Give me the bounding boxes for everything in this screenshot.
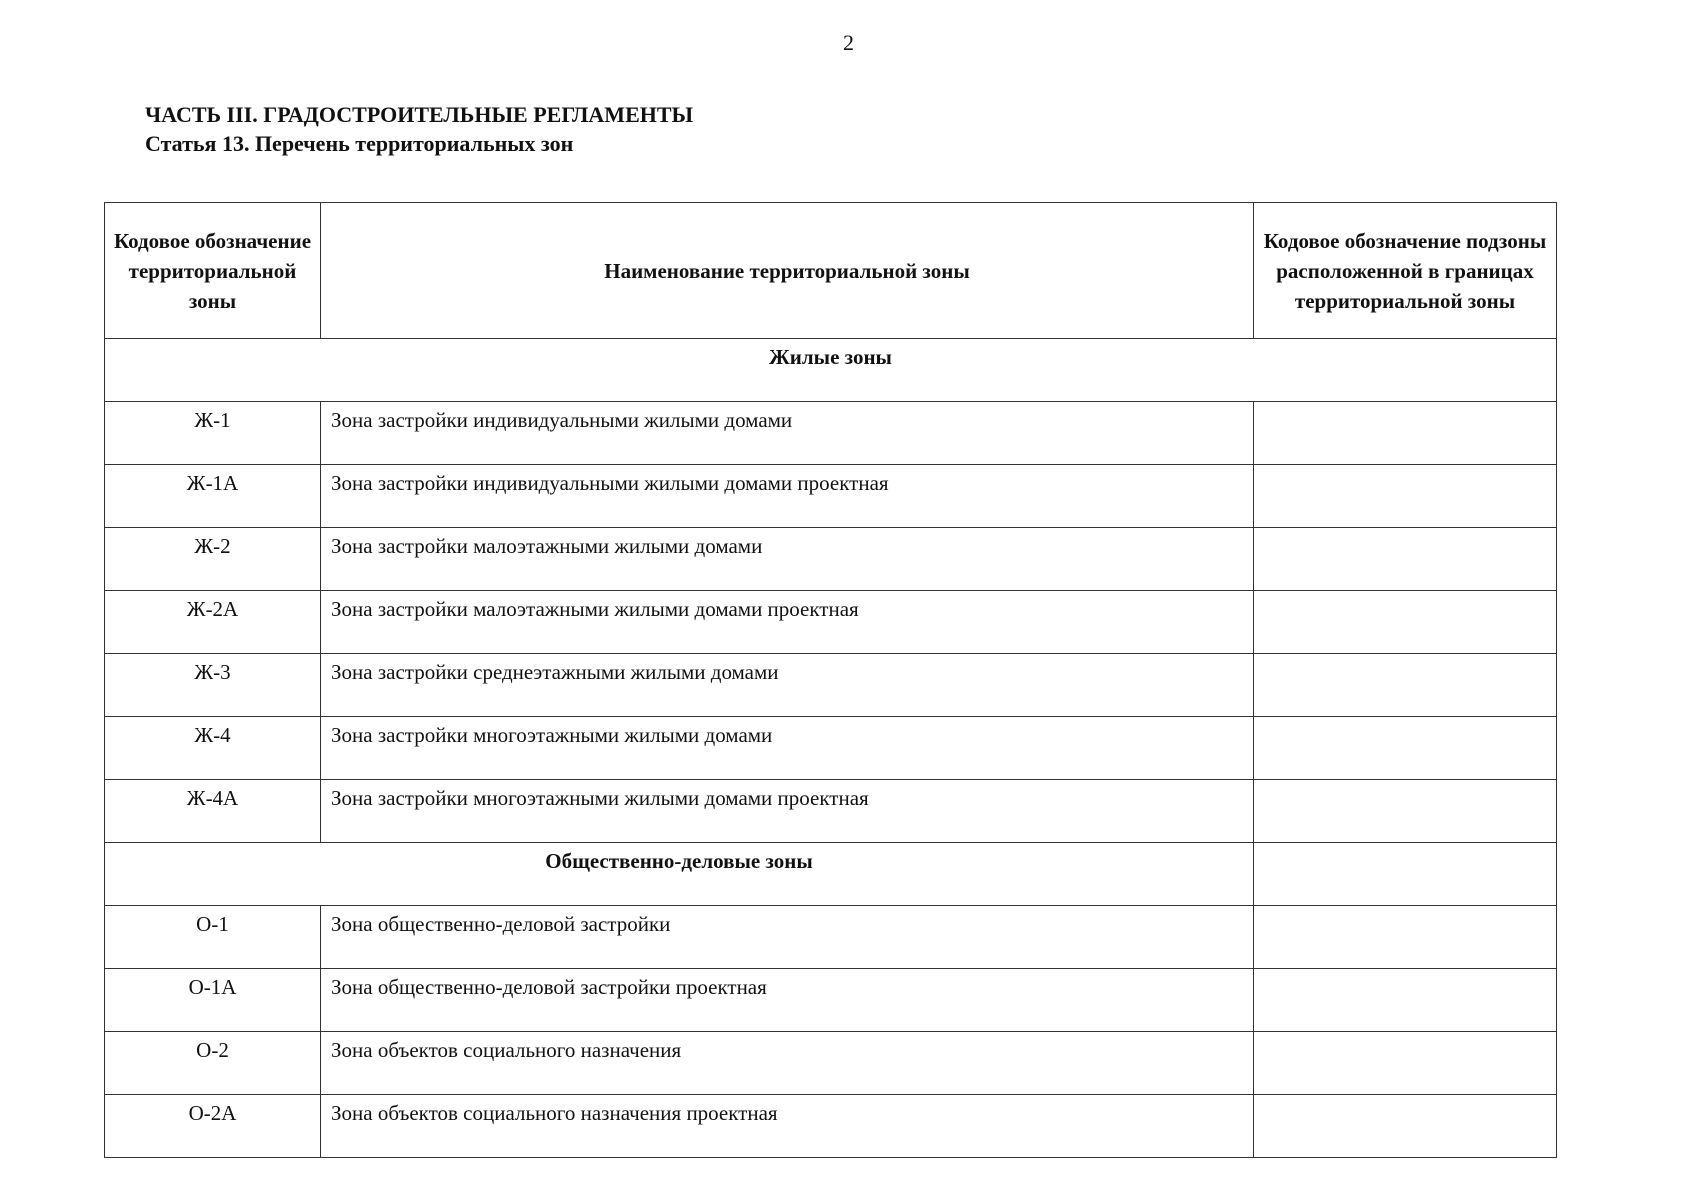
zone-name: Зона застройки малоэтажными жилыми домами <box>321 528 1254 591</box>
section-title-business: Общественно-деловые зоны <box>105 843 1254 906</box>
zone-code: Ж-2 <box>105 528 321 591</box>
zone-code: О-1А <box>105 969 321 1032</box>
zone-name: Зона застройки малоэтажными жилыми домами проектная <box>321 591 1254 654</box>
table-row <box>105 969 1557 1032</box>
table-row <box>105 465 1557 528</box>
zones-table <box>104 202 1557 1158</box>
subzone-code <box>1254 969 1557 1032</box>
table-row <box>105 528 1557 591</box>
zone-code: Ж-1 <box>105 402 321 465</box>
part-title: ЧАСТЬ III. ГРАДОСТРОИТЕЛЬНЫЕ РЕГЛАМЕНТЫ <box>145 102 694 127</box>
header-name: Наименование территориальной зоны <box>321 203 1254 339</box>
zone-code: О-1 <box>105 906 321 969</box>
zone-name: Зона общественно-деловой застройки <box>321 906 1254 969</box>
subzone-code <box>1254 906 1557 969</box>
table-row <box>105 591 1557 654</box>
section-row-business <box>105 843 1557 906</box>
header-subzone: Кодовое обозначение подзоны расположенной в границах территориальной зоны <box>1254 203 1557 339</box>
heading-block <box>145 100 693 158</box>
table-row <box>105 1095 1557 1158</box>
header-code: Кодовое обозначение территориальной зоны <box>105 203 321 339</box>
table-row <box>105 906 1557 969</box>
zone-code: Ж-4А <box>105 780 321 843</box>
zone-name: Зона застройки индивидуальными жилыми домами проектная <box>321 465 1254 528</box>
zone-code: Ж-1А <box>105 465 321 528</box>
table-row <box>105 402 1557 465</box>
zone-name: Зона застройки многоэтажными жилыми домами проектная <box>321 780 1254 843</box>
table-row <box>105 1032 1557 1095</box>
zone-code: Ж-2А <box>105 591 321 654</box>
subzone-code <box>1254 654 1557 717</box>
zone-name: Зона общественно-деловой застройки проектная <box>321 969 1254 1032</box>
subzone-code <box>1254 528 1557 591</box>
table-header-row <box>105 203 1557 339</box>
article-title: Статья 13. Перечень территориальных зон <box>145 131 574 156</box>
subzone-code <box>1254 1032 1557 1095</box>
table-row <box>105 717 1557 780</box>
zone-name: Зона застройки среднеэтажными жилыми домами <box>321 654 1254 717</box>
table-row <box>105 780 1557 843</box>
section-business-empty-cell <box>1254 843 1557 906</box>
subzone-code <box>1254 1095 1557 1158</box>
subzone-code <box>1254 402 1557 465</box>
subzone-code <box>1254 465 1557 528</box>
subzone-code <box>1254 717 1557 780</box>
zone-name: Зона застройки индивидуальными жилыми домами <box>321 402 1254 465</box>
section-title-residential: Жилые зоны <box>105 339 1557 402</box>
zone-code: О-2А <box>105 1095 321 1158</box>
section-row-residential <box>105 339 1557 402</box>
page-number: 2 <box>843 30 854 55</box>
zone-code: О-2 <box>105 1032 321 1095</box>
zone-name: Зона объектов социального назначения <box>321 1032 1254 1095</box>
zone-code: Ж-3 <box>105 654 321 717</box>
zone-code: Ж-4 <box>105 717 321 780</box>
subzone-code <box>1254 780 1557 843</box>
table-row <box>105 654 1557 717</box>
zone-name: Зона застройки многоэтажными жилыми домами <box>321 717 1254 780</box>
subzone-code <box>1254 591 1557 654</box>
zone-name: Зона объектов социального назначения проектная <box>321 1095 1254 1158</box>
